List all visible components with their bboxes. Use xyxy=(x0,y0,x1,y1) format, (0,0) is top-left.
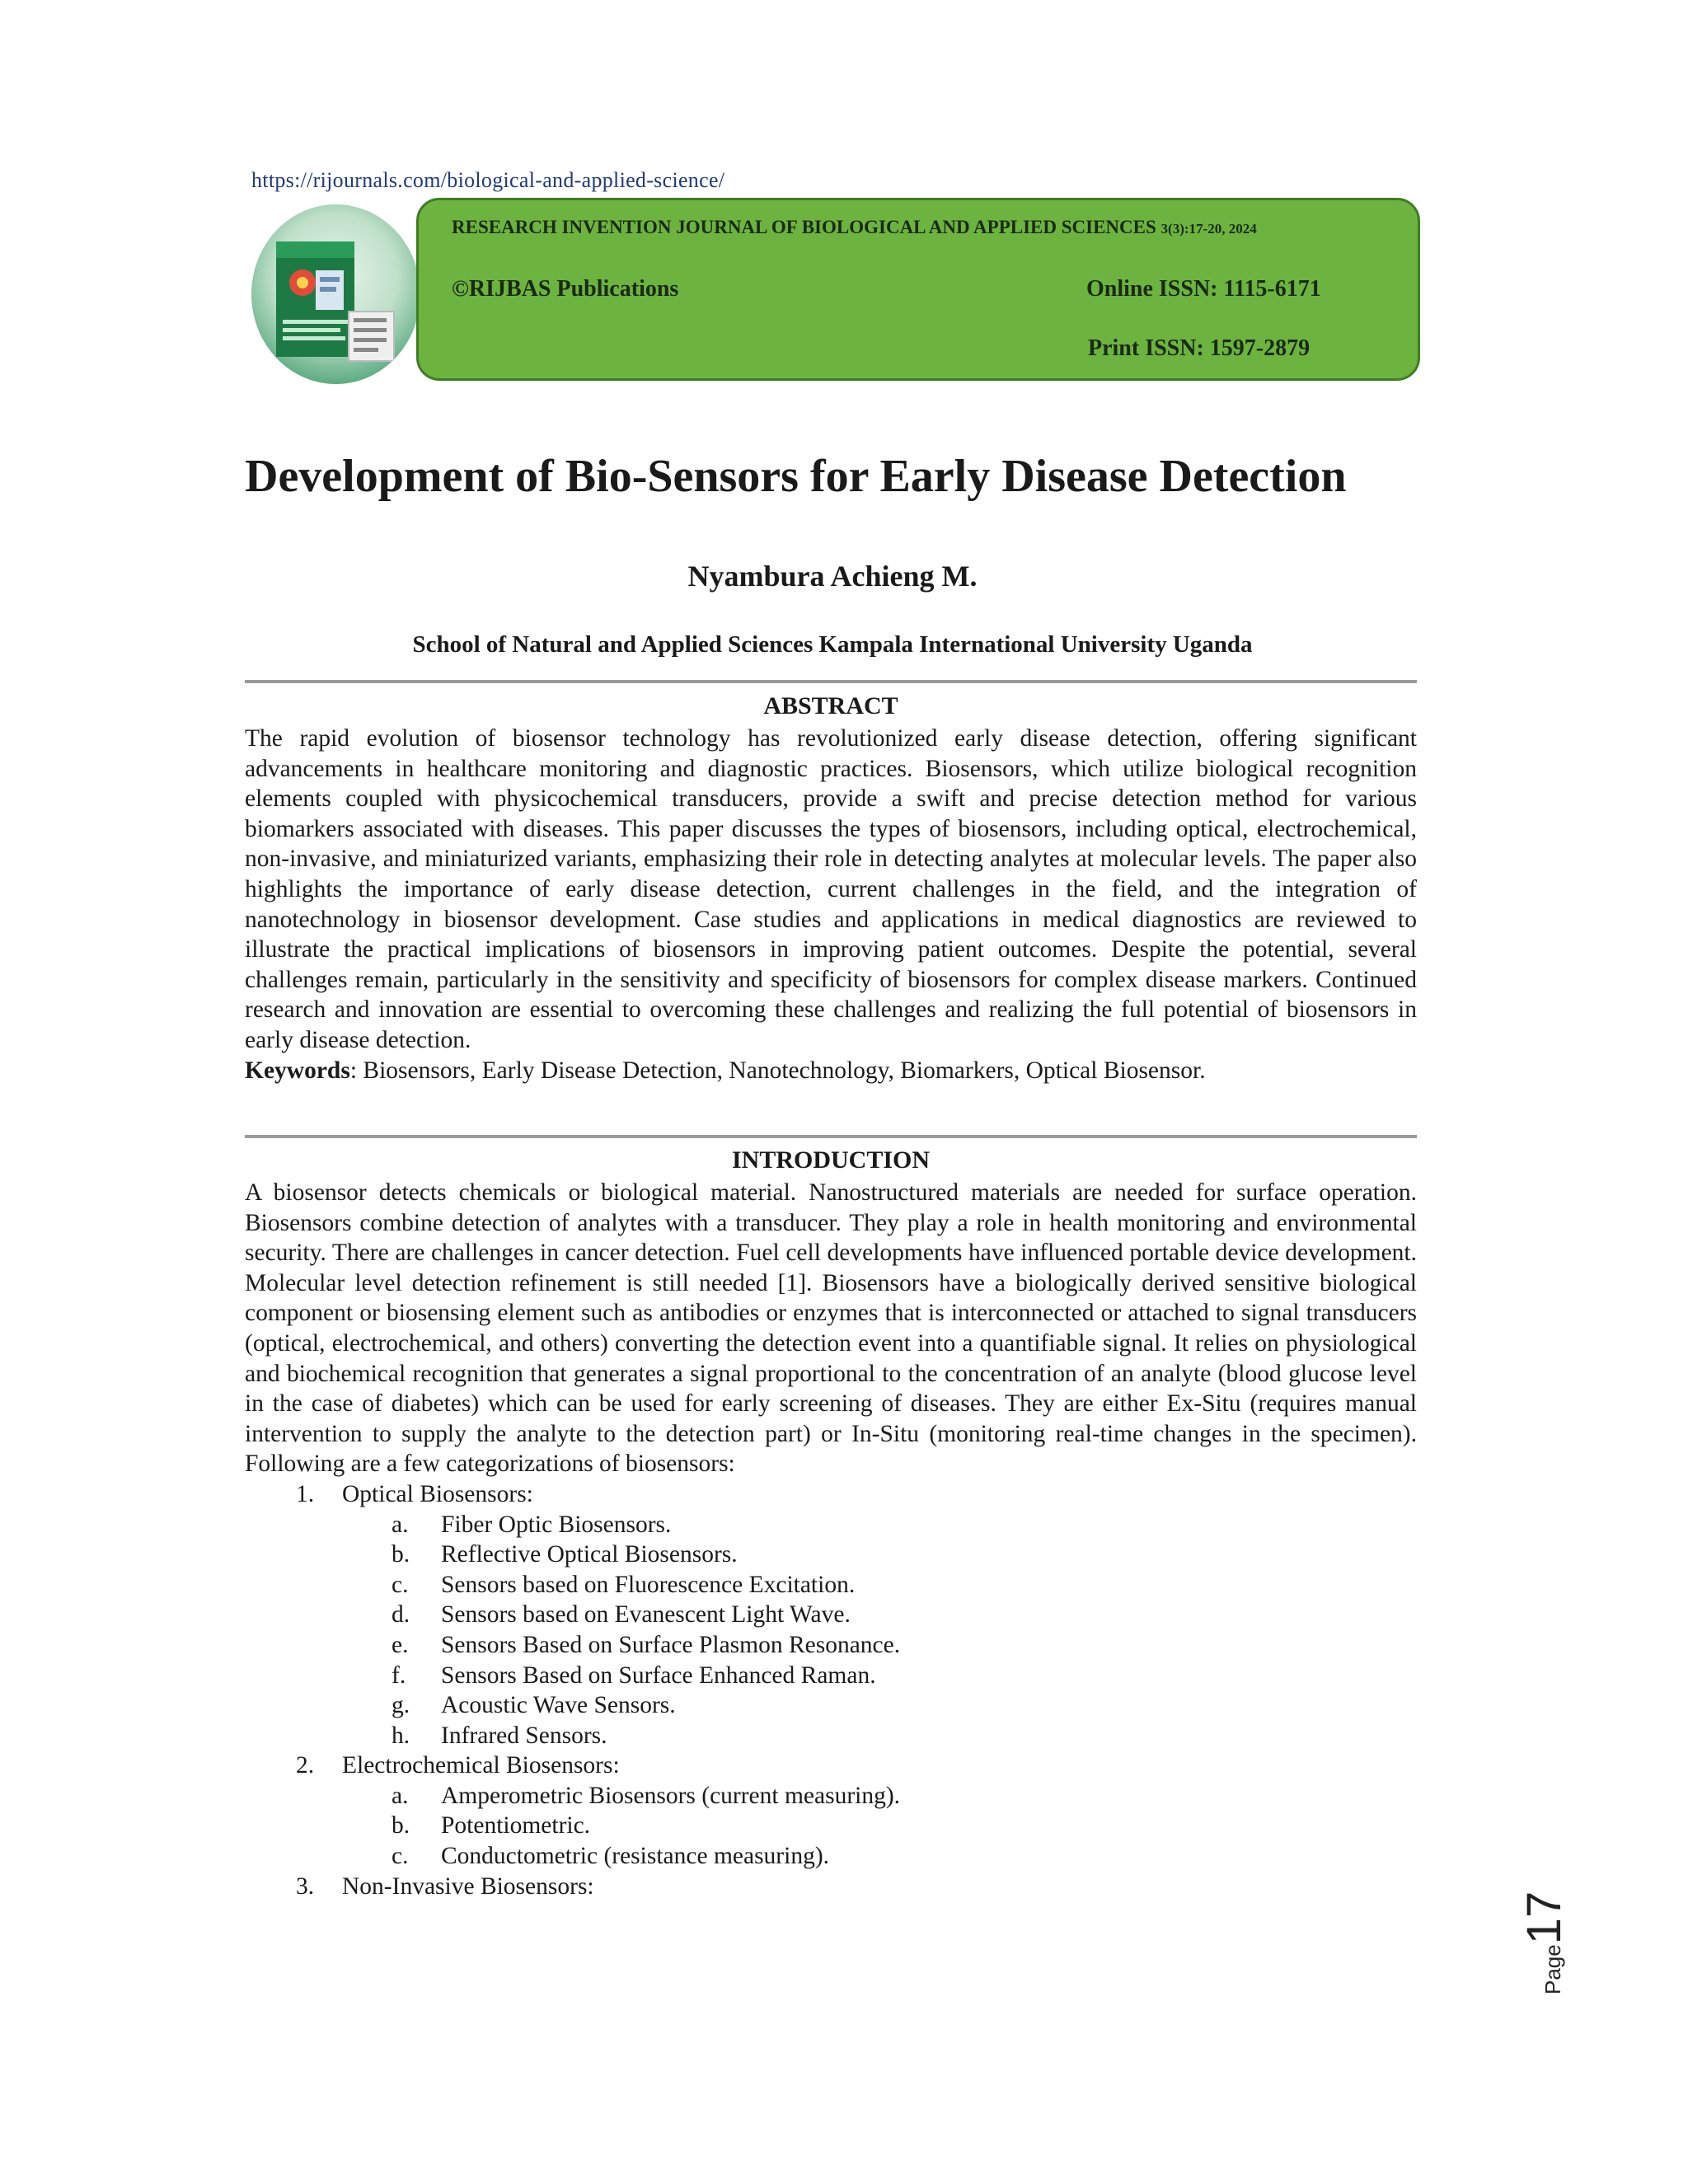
list-number: 1. xyxy=(296,1480,315,1507)
list-item-label: Optical Biosensors: xyxy=(342,1480,533,1507)
keywords-text: : Biosensors, Early Disease Detection, Nanotechnology, Biomarkers, Optical Biosensor. xyxy=(349,1057,1206,1084)
sub-list-item: f. Sensors Based on Surface Enhanced Raman. xyxy=(392,1661,876,1689)
sub-list-item: a. Fiber Optic Biosensors. xyxy=(392,1511,672,1538)
sub-list-item: a. Amperometric Biosensors (current measuring). xyxy=(392,1782,901,1809)
abstract-section xyxy=(245,724,1417,1085)
sub-list-item: b. Reflective Optical Biosensors. xyxy=(392,1541,738,1568)
journal-title: RESEARCH INVENTION JOURNAL OF BIOLOGICAL AND APPLIED SCIENCES 3(3):17-20, 2024 xyxy=(452,217,1257,237)
print-issn: Print ISSN: 1597-2879 xyxy=(1088,335,1311,361)
list-item-label: Electrochemical Biosensors: xyxy=(342,1752,620,1779)
list-number: 3. xyxy=(296,1872,315,1900)
sub-list-item: c. Sensors based on Fluorescence Excitation. xyxy=(392,1571,856,1598)
journal-cover-logo xyxy=(251,204,420,384)
sub-list-item: g. Acoustic Wave Sensors. xyxy=(392,1692,676,1719)
divider xyxy=(245,1135,1417,1138)
introduction-heading: INTRODUCTION xyxy=(731,1146,931,1174)
list-item xyxy=(245,1872,1417,1902)
sub-list-item: b. Potentiometric. xyxy=(392,1812,591,1840)
sub-list-item: e. Sensors Based on Surface Plasmon Resonance. xyxy=(392,1631,901,1658)
divider xyxy=(245,680,1417,683)
sub-list-item: d. Sensors based on Evanescent Light Wave. xyxy=(392,1601,851,1629)
keywords-label: Keywords xyxy=(245,1057,350,1084)
journal-header-banner xyxy=(416,198,1420,381)
abstract-heading: ABSTRACT xyxy=(763,692,898,719)
sub-list xyxy=(342,1510,1417,1751)
journal-url[interactable]: https://rijournals.com/biological-and-applied-science/ xyxy=(251,168,725,192)
author-name: Nyambura Achieng M. xyxy=(687,560,978,593)
biosensor-category-list xyxy=(245,1479,1417,1901)
abstract-text: The rapid evolution of biosensor technology has revolutionized early disease detection, offering significant advancements in healthcare monitoring and diagnostic practices. Biosensors, which utilize biological recognition elements coupled with physicochemical transducers, provide a swift and precise detection method for various biomarkers associated with diseases. This paper discusses the types of biosensors, including optical, electrochemical, non-invasive, and miniaturized variants, emphasizing their role in detecting analytes at molecular levels. The paper also highlights the importance of early disease detection, current challenges in the field, and the integration of nanotechnology in biosensor development. Case studies and applications in medical diagnostics are reviewed to illustrate the practical implications of biosensors in improving patient outcomes. Despite the potential, several challenges remain, particularly in the sensitivity and specificity of biosensors for complex disease markers. Continued research and innovation are essential to overcoming these challenges and realizing the full potential of biosensors in early disease detection. xyxy=(245,725,1417,1053)
introduction-text: A biosensor detects chemicals or biological material. Nanostructured materials are needed for surface operation. Biosensors combine detection of analytes with a transducer. They play a role in health monitoring and environmental security. There are challenges in cancer detection. Fuel cell developments have influenced portable device development. Molecular level detection refinement is still needed [1]. Biosensors have a biologically derived sensitive biological component or biosensing element such as antibodies or enzymes that is interconnected or attached to signal transducers (optical, electrochemical, and others) converting the detection event into a quantifiable signal. It relies on physiological and biochemical recognition that generates a signal proportional to the concentration of an analyte (blood glucose level in the case of diabetes) which can be used for early screening of diseases. They are either Ex-Situ (requires manual intervention to supply the analyte to the detection part) or In-Situ (monitoring real-time changes in the specimen). Following are a few categorizations of biosensors: xyxy=(245,1179,1417,1478)
online-issn: Online ISSN: 1115-6171 xyxy=(1086,276,1321,302)
list-item xyxy=(245,1479,1417,1750)
journal-cover-logo-icon xyxy=(251,204,420,384)
author-affiliation: School of Natural and Applied Sciences Kampala International University Uganda xyxy=(412,631,1253,658)
list-item xyxy=(245,1750,1417,1871)
introduction-section xyxy=(245,1178,1417,1901)
sub-list xyxy=(342,1781,1417,1872)
page-number xyxy=(1517,1891,1582,1994)
page-number-value: 17 xyxy=(1517,1891,1571,1945)
keywords-line xyxy=(245,1056,1417,1086)
list-number: 2. xyxy=(296,1752,315,1779)
journal-volume: 3(3):17-20, 2024 xyxy=(1160,221,1257,237)
paper-title: Development of Bio-Sensors for Early Disease Detection xyxy=(245,451,1347,502)
sub-list-item: c. Conductometric (resistance measuring). xyxy=(392,1843,830,1870)
list-item-label: Non-Invasive Biosensors: xyxy=(342,1872,594,1900)
page-word: Page xyxy=(1540,1944,1565,1994)
sub-list-item: h. Infrared Sensors. xyxy=(392,1722,607,1749)
publisher: ©RIJBAS Publications xyxy=(452,276,679,302)
